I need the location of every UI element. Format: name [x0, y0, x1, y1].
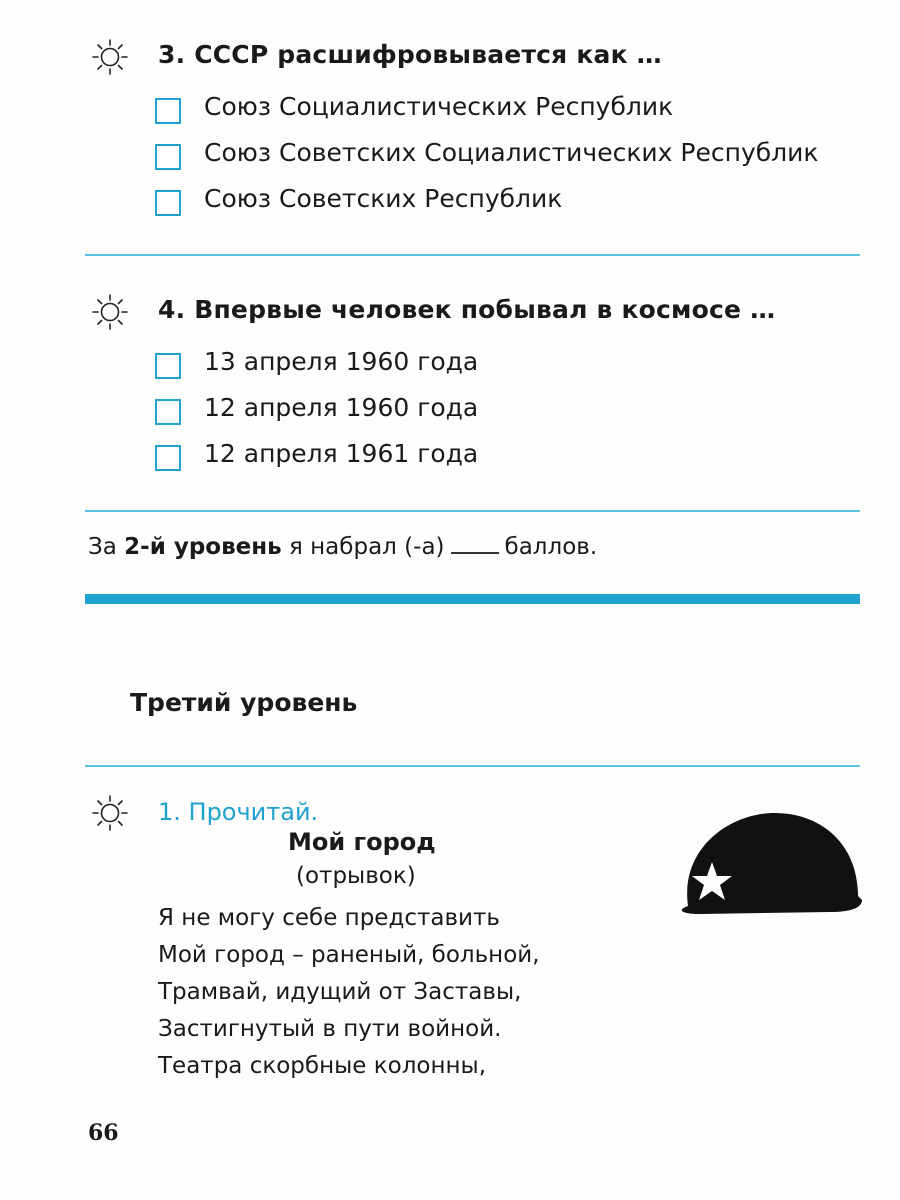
divider — [85, 510, 860, 512]
checkbox[interactable] — [155, 399, 181, 425]
score-line — [88, 534, 597, 560]
checkbox[interactable] — [155, 98, 181, 124]
checkbox[interactable] — [155, 144, 181, 170]
poem-line: Трамвай, идущий от Заставы, — [158, 979, 522, 1005]
sun-icon — [90, 37, 130, 77]
task-label: 1. Прочитай. — [158, 798, 319, 826]
helmet-icon — [670, 808, 870, 920]
score-level: 2-й уровень — [124, 534, 282, 560]
question-3-title: 3. СССР расшифровывается как … — [158, 40, 662, 69]
divider — [85, 765, 860, 767]
poem-subtitle: (отрывок) — [296, 863, 416, 889]
score-blank[interactable] — [451, 552, 499, 554]
q4-option-3-label: 12 апреля 1961 года — [204, 439, 479, 468]
score-prefix: За — [88, 534, 117, 560]
poem-line: Я не могу себе представить — [158, 905, 500, 931]
poem-line: Театра скорбные колонны, — [158, 1053, 487, 1079]
question-4-title: 4. Впервые человек побывал в космосе … — [158, 295, 776, 324]
sun-icon — [90, 292, 130, 332]
q3-option-2-label: Союз Советских Социалистических Республик — [204, 138, 819, 167]
q3-option-3-label: Союз Советских Республик — [204, 184, 563, 213]
poem-line: Мой город – раненый, больной, — [158, 942, 540, 968]
score-middle: я набрал (-а) — [289, 534, 445, 560]
sun-icon — [90, 793, 130, 833]
section-title: Третий уровень — [130, 688, 358, 717]
page-number: 66 — [88, 1120, 119, 1146]
score-suffix: баллов. — [504, 534, 598, 560]
checkbox[interactable] — [155, 190, 181, 216]
q4-option-1-label: 13 апреля 1960 года — [204, 347, 479, 376]
checkbox[interactable] — [155, 353, 181, 379]
poem-title: Мой город — [288, 828, 436, 856]
q3-option-1-label: Союз Социалистических Республик — [204, 92, 674, 121]
checkbox[interactable] — [155, 445, 181, 471]
section-divider — [85, 594, 860, 604]
divider — [85, 254, 860, 256]
poem-line: Застигнутый в пути войной. — [158, 1016, 502, 1042]
q4-option-2-label: 12 апреля 1960 года — [204, 393, 479, 422]
